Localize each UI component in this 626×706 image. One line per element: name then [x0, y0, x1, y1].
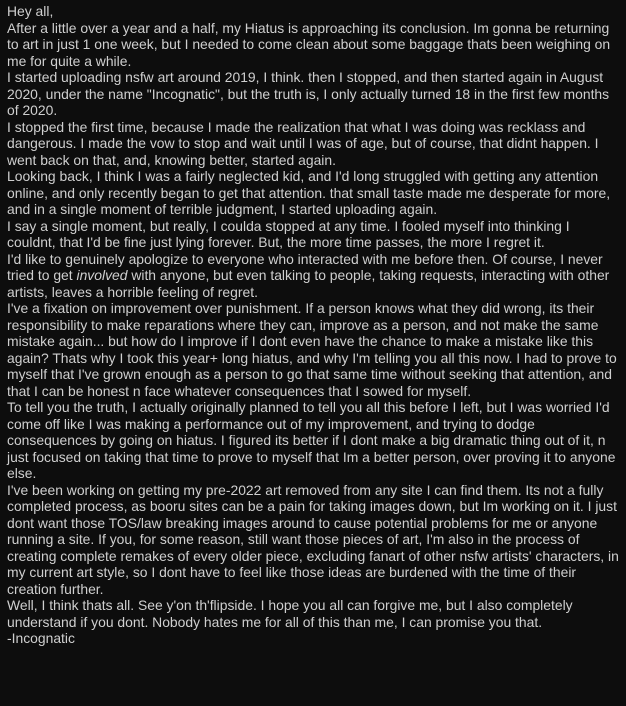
paragraph-improvement: I've a fixation on improvement over punishment. If a person knows what they did wrong, its their responsibility to make reparations where they can, improve as a person, and not make the same mistake again... but how do I improve if I dont even have the chance to make a mistake like this again? Thats why I took this year+ long hiatus, and why I'm telling you all this now. I had to prove to myself that I've grown enough as a person to go that same time without seeking that attention, and that I can be honest n face whatever consequences that I sowed for myself.	[7, 300, 617, 399]
paragraph-apology	[7, 251, 621, 301]
paragraph-closing: Well, I think thats all. See y'on th'flipside. I hope you all can forgive me, but I also completely understand if you dont. Nobody hates me for all of this than me, I can promise you that.	[7, 597, 573, 630]
paragraph-hiatus-ending: After a little over a year and a half, my Hiatus is approaching its conclusion. Im gonna be returning to art in just 1 one week, but I needed to come clean about some baggage thats been weighing on me for quite a while.	[7, 19, 611, 69]
paragraph-single-moment: I say a single moment, but really, I coulda stopped at any time. I fooled myself into thinking I couldnt, that I'd be fine just lying forever. But, the more time passes, the more I regret it.	[7, 217, 570, 250]
paragraph-art-removal: I've been working on getting my pre-2022 art removed from any site I can find them. Its not a fully completed process, as booru sites can be a pain for taking images down, but Im working on it. I just dont want those TOS/law breaking images around to cause potential problems for me or anyone running a site. If you, for some reason, still want those pieces of art, I'm also in the process of creating complete remakes of every older piece, excluding fanart of other nsfw artists' characters, in my current art style, so I dont have to feel like those ideas are burdened with the time of their creation further.	[7, 481, 619, 597]
apology-emphasis: involved	[76, 267, 128, 283]
paragraph-started-uploading: I started uploading nsfw art around 2019, I think. then I stopped, and then started again in August 2020, under the name "Incognatic", but the truth is, I only actually turned 18 in the first few months of 2020.	[7, 69, 610, 118]
apology-text-start: I'd like to genuinely apologize to everyone who interacted with me before then. Of course, I never tried to get	[7, 250, 603, 283]
greeting: Hey all,	[7, 3, 54, 19]
paragraph-looking-back: Looking back, I think I was a fairly neglected kid, and I'd long struggled with getting any attention online, and only recently began to get that attention. that small taste made me desperate for more, and in a single moment of terrible judgment, I started uploading again.	[7, 168, 611, 217]
signature: -Incognatic	[7, 630, 75, 646]
paragraph-truth: To tell you the truth, I actually originally planned to tell you all this before I left, but I was worried I'd come off like I was making a performance out of my improvement, and trying to dodge consequences by going on hiatus. I figured its better if I dont make a big dramatic thing out of it, n just focused on taking that time to prove to myself that Im a better person, over proving it to anyone else.	[7, 399, 616, 481]
apology-text-end: with anyone, but even talking to people, taking requests, interacting with other artists, leaves a horrible feeling of regret.	[7, 267, 610, 300]
paragraph-stopped-first-time: I stopped the first time, because I made the realization that what I was doing was recklass and dangerous. I made the vow to stop and wait until I was of age, but of course, that didnt happen. I went back on that, and, knowing better, started again.	[7, 118, 599, 168]
